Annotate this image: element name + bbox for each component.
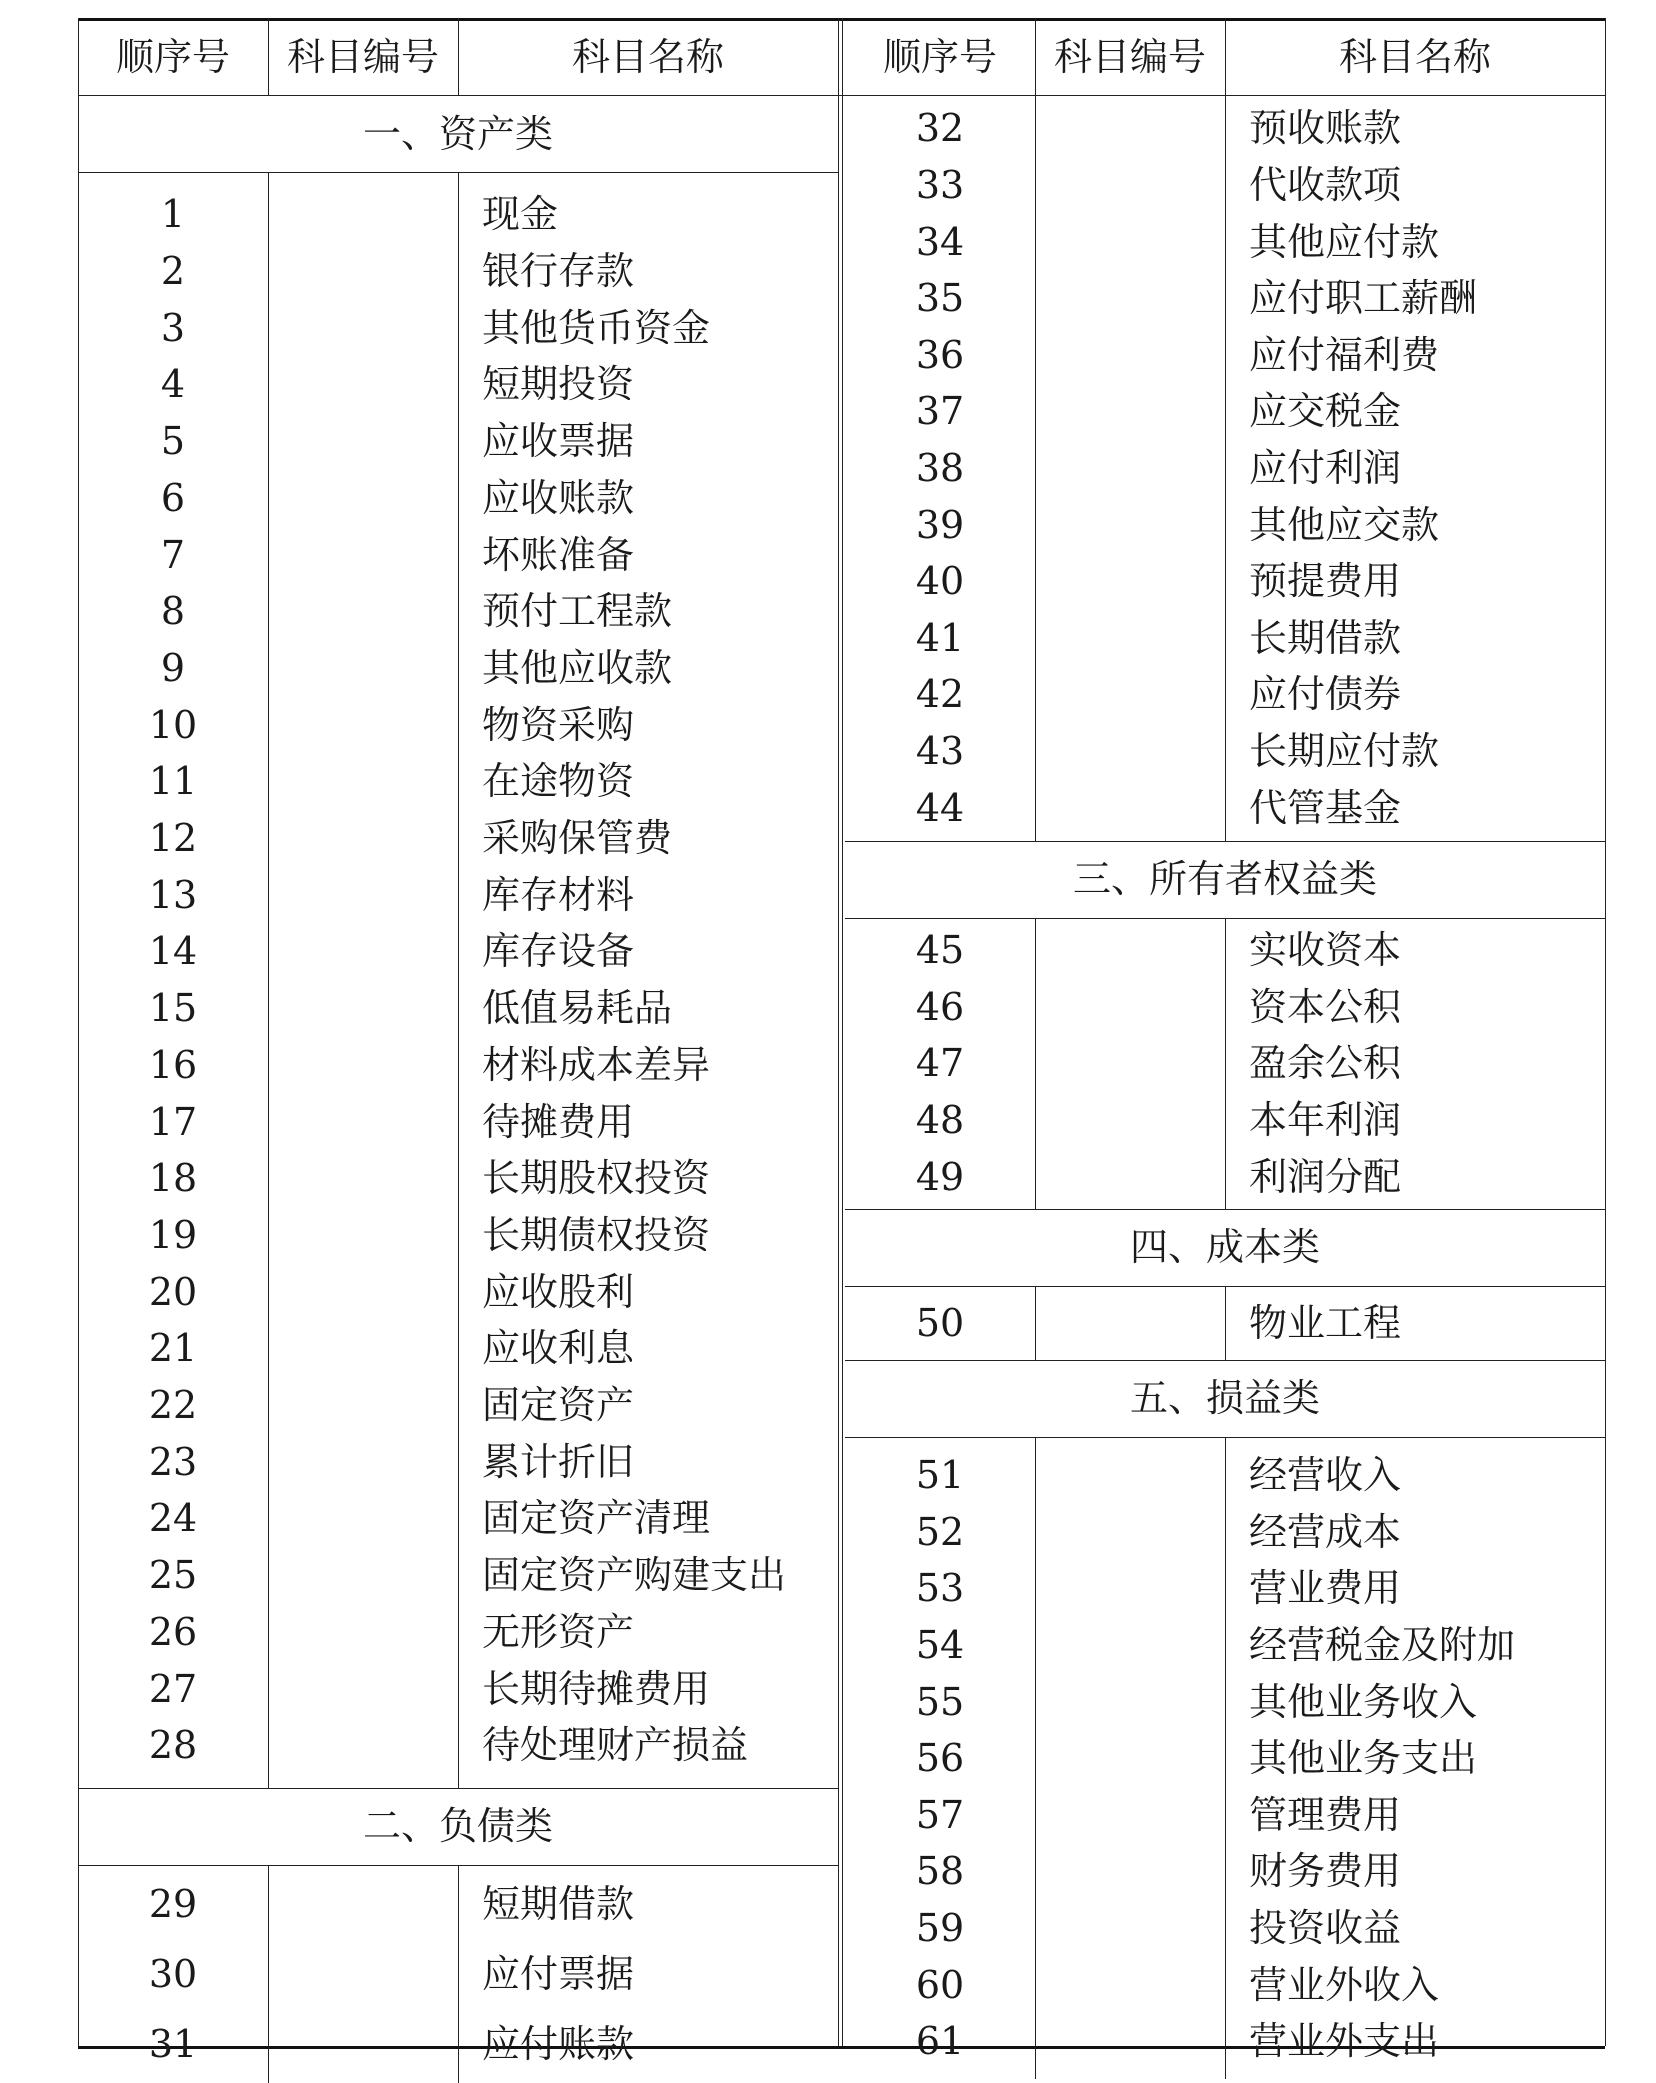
row-account-name: 其他业务支出 <box>1249 1736 1478 1781</box>
row-seq-number: 49 <box>915 1154 965 1199</box>
row-account-name: 本年利润 <box>1249 1097 1402 1142</box>
row-account-name: 投资收益 <box>1249 1905 1402 1950</box>
row-seq-number: 17 <box>148 1099 198 1144</box>
row-seq-number: 47 <box>915 1041 965 1086</box>
column-divider <box>458 172 459 1788</box>
row-seq-number: 11 <box>148 759 198 804</box>
column-divider <box>1225 1286 1226 1360</box>
column-divider <box>1605 18 1606 2046</box>
row-account-name: 经营收入 <box>1249 1453 1402 1498</box>
row-seq-number: 35 <box>915 276 965 321</box>
row-seq-number: 14 <box>148 929 198 974</box>
row-seq-number: 55 <box>915 1679 965 1724</box>
row-seq-number: 1 <box>160 192 186 237</box>
row-seq-number: 32 <box>915 106 965 151</box>
column-divider <box>842 18 843 2046</box>
row-account-name: 采购保管费 <box>482 816 673 861</box>
row-account-name: 长期应付款 <box>1249 728 1440 773</box>
row-seq-number: 43 <box>915 728 965 773</box>
row-account-name: 短期借款 <box>482 1881 635 1926</box>
row-seq-number: 59 <box>915 1905 965 1950</box>
column-divider <box>1035 18 1036 95</box>
left-category-heading: 二、负债类 <box>362 1804 553 1849</box>
column-divider <box>268 18 269 95</box>
row-seq-number: 51 <box>915 1453 965 1498</box>
row-seq-number: 10 <box>148 702 198 747</box>
row-seq-number: 5 <box>160 419 186 464</box>
row-account-name: 预付工程款 <box>482 589 673 634</box>
row-seq-number: 56 <box>915 1736 965 1781</box>
row-seq-number: 28 <box>148 1723 198 1768</box>
row-seq-number: 3 <box>160 305 186 350</box>
row-seq-number: 54 <box>915 1622 965 1667</box>
row-seq-number: 25 <box>148 1553 198 1598</box>
right-header-name: 科目名称 <box>1338 34 1491 79</box>
row-account-name: 材料成本差异 <box>482 1042 711 1087</box>
row-account-name: 银行存款 <box>482 249 635 294</box>
row-account-name: 应付福利费 <box>1249 332 1440 377</box>
row-account-name: 待摊费用 <box>482 1099 635 1144</box>
row-account-name: 固定资产购建支出 <box>482 1553 787 1598</box>
column-divider <box>1225 1437 1226 2080</box>
column-divider <box>1035 918 1036 1209</box>
column-divider <box>1225 18 1226 95</box>
row-account-name: 应付账款 <box>482 2021 635 2066</box>
row-account-name: 固定资产清理 <box>482 1496 711 1541</box>
row-account-name: 预收账款 <box>1249 106 1402 151</box>
column-divider <box>1225 95 1226 841</box>
row-seq-number: 45 <box>915 928 965 973</box>
right-header-seq: 顺序号 <box>882 34 997 79</box>
row-seq-number: 13 <box>148 872 198 917</box>
row-seq-number: 26 <box>148 1609 198 1654</box>
row-account-name: 经营税金及附加 <box>1249 1622 1516 1667</box>
row-account-name: 应付债券 <box>1249 672 1402 717</box>
column-divider <box>458 18 459 95</box>
row-seq-number: 46 <box>915 984 965 1029</box>
row-account-name: 其他业务收入 <box>1249 1679 1478 1724</box>
row-account-name: 盈余公积 <box>1249 1041 1402 1086</box>
row-seq-number: 24 <box>148 1496 198 1541</box>
row-account-name: 管理费用 <box>1249 1792 1402 1837</box>
rule-line <box>845 1209 1605 1210</box>
column-divider <box>1035 1286 1036 1360</box>
right-category-heading: 三、所有者权益类 <box>1072 857 1377 902</box>
row-account-name: 经营成本 <box>1249 1509 1402 1554</box>
row-account-name: 库存设备 <box>482 929 635 974</box>
row-seq-number: 60 <box>915 1962 965 2007</box>
row-account-name: 短期投资 <box>482 362 635 407</box>
row-seq-number: 6 <box>160 475 186 520</box>
left-header-name: 科目名称 <box>571 34 724 79</box>
row-seq-number: 2 <box>160 249 186 294</box>
row-seq-number: 19 <box>148 1212 198 1257</box>
row-account-name: 其他应付款 <box>1249 219 1440 264</box>
row-account-name: 待处理财产损益 <box>482 1723 749 1768</box>
row-account-name: 长期待摊费用 <box>482 1666 711 1711</box>
row-seq-number: 4 <box>160 362 186 407</box>
column-divider <box>268 1865 269 2083</box>
row-account-name: 应收股利 <box>482 1269 635 1314</box>
row-account-name: 应付利润 <box>1249 445 1402 490</box>
column-divider <box>1225 918 1226 1209</box>
column-divider <box>458 1865 459 2083</box>
row-account-name: 应付票据 <box>482 1951 635 1996</box>
row-account-name: 应付职工薪酬 <box>1249 276 1478 321</box>
row-account-name: 财务费用 <box>1249 1849 1402 1894</box>
row-account-name: 预提费用 <box>1249 559 1402 604</box>
row-account-name: 营业外支出 <box>1249 2019 1440 2064</box>
right-category-heading: 四、成本类 <box>1129 1225 1320 1270</box>
row-seq-number: 50 <box>915 1300 965 1345</box>
row-seq-number: 31 <box>148 2021 198 2066</box>
row-account-name: 库存材料 <box>482 872 635 917</box>
row-seq-number: 27 <box>148 1666 198 1711</box>
rule-line <box>845 1360 1605 1361</box>
column-divider <box>268 172 269 1788</box>
row-seq-number: 41 <box>915 615 965 660</box>
row-account-name: 代收款项 <box>1249 162 1402 207</box>
row-seq-number: 48 <box>915 1097 965 1142</box>
row-account-name: 无形资产 <box>482 1609 635 1654</box>
left-header-seq: 顺序号 <box>115 34 230 79</box>
row-seq-number: 40 <box>915 559 965 604</box>
row-account-name: 坏账准备 <box>482 532 635 577</box>
row-account-name: 长期借款 <box>1249 615 1402 660</box>
row-account-name: 代管基金 <box>1249 785 1402 830</box>
row-account-name: 累计折旧 <box>482 1439 635 1484</box>
left-header-code: 科目编号 <box>286 34 439 79</box>
right-category-heading: 五、损益类 <box>1129 1376 1320 1421</box>
row-seq-number: 44 <box>915 785 965 830</box>
row-account-name: 物业工程 <box>1249 1300 1402 1345</box>
row-seq-number: 23 <box>148 1439 198 1484</box>
row-account-name: 长期股权投资 <box>482 1156 711 1201</box>
row-seq-number: 36 <box>915 332 965 377</box>
row-account-name: 实收资本 <box>1249 928 1402 973</box>
row-account-name: 固定资产 <box>482 1383 635 1428</box>
row-account-name: 应收票据 <box>482 419 635 464</box>
row-seq-number: 15 <box>148 986 198 1031</box>
row-seq-number: 18 <box>148 1156 198 1201</box>
row-seq-number: 42 <box>915 672 965 717</box>
row-seq-number: 9 <box>160 645 186 690</box>
rule-line <box>845 841 1605 842</box>
row-seq-number: 34 <box>915 219 965 264</box>
rule-line <box>78 1788 838 1789</box>
row-account-name: 长期债权投资 <box>482 1212 711 1257</box>
row-account-name: 在途物资 <box>482 759 635 804</box>
row-account-name: 资本公积 <box>1249 984 1402 1029</box>
row-seq-number: 38 <box>915 445 965 490</box>
row-account-name: 应交税金 <box>1249 389 1402 434</box>
row-seq-number: 7 <box>160 532 186 577</box>
row-account-name: 现金 <box>482 192 559 237</box>
row-account-name: 其他应交款 <box>1249 502 1440 547</box>
column-divider <box>838 18 839 2046</box>
row-seq-number: 33 <box>915 162 965 207</box>
row-account-name: 利润分配 <box>1249 1154 1402 1199</box>
row-seq-number: 52 <box>915 1509 965 1554</box>
row-seq-number: 58 <box>915 1849 965 1894</box>
column-divider <box>1035 1437 1036 2080</box>
right-header-code: 科目编号 <box>1053 34 1206 79</box>
row-seq-number: 30 <box>148 1951 198 1996</box>
row-account-name: 营业外收入 <box>1249 1962 1440 2007</box>
row-account-name: 低值易耗品 <box>482 986 673 1031</box>
row-seq-number: 20 <box>148 1269 198 1314</box>
column-divider <box>1035 95 1036 841</box>
left-category-heading: 一、资产类 <box>362 111 553 156</box>
row-seq-number: 8 <box>160 589 186 634</box>
row-seq-number: 21 <box>148 1326 198 1371</box>
row-seq-number: 12 <box>148 816 198 861</box>
row-seq-number: 16 <box>148 1042 198 1087</box>
row-account-name: 物资采购 <box>482 702 635 747</box>
row-account-name: 营业费用 <box>1249 1566 1402 1611</box>
row-seq-number: 57 <box>915 1792 965 1837</box>
row-seq-number: 22 <box>148 1383 198 1428</box>
row-seq-number: 37 <box>915 389 965 434</box>
row-seq-number: 29 <box>148 1881 198 1926</box>
row-seq-number: 53 <box>915 1566 965 1611</box>
row-account-name: 其他货币资金 <box>482 305 711 350</box>
row-account-name: 其他应收款 <box>482 645 673 690</box>
row-account-name: 应收账款 <box>482 475 635 520</box>
row-seq-number: 61 <box>915 2019 965 2064</box>
row-seq-number: 39 <box>915 502 965 547</box>
row-account-name: 应收利息 <box>482 1326 635 1371</box>
